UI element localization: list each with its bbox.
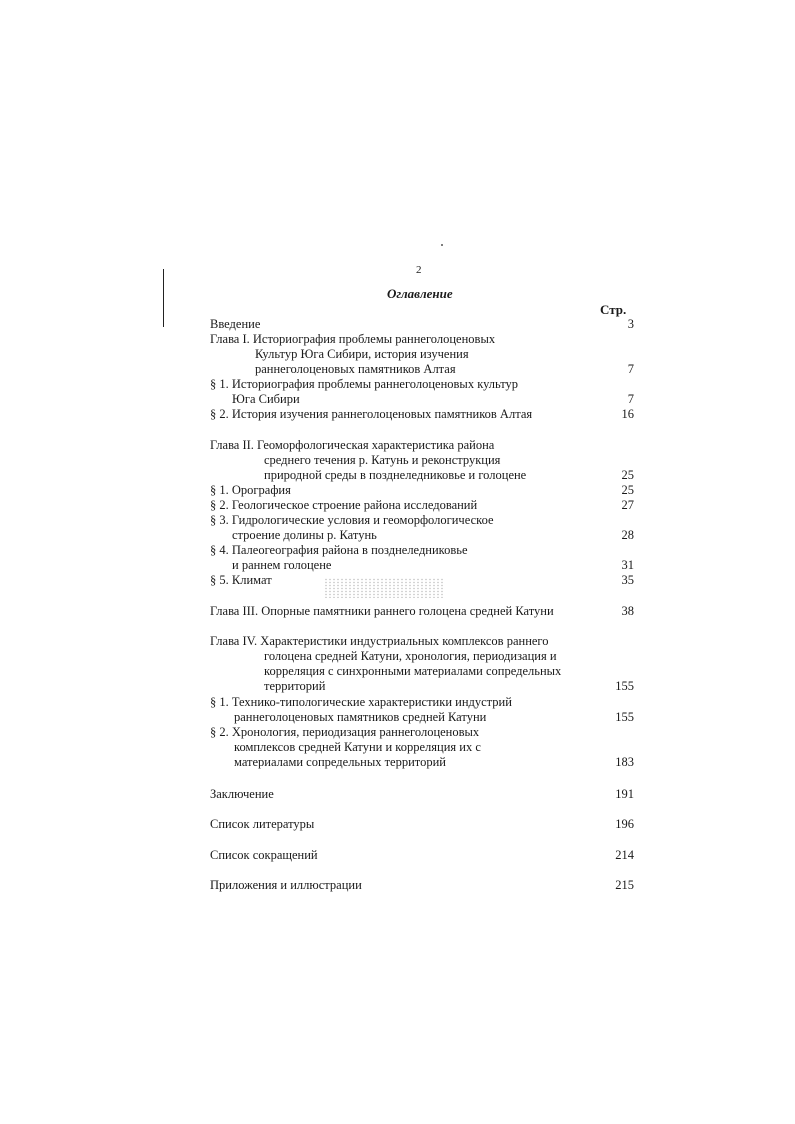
- toc-entry-line: Заключение: [210, 787, 274, 801]
- toc-entry-line: раннеголоценовых памятников Алтая: [255, 362, 456, 376]
- toc-entry-page: 183: [615, 755, 634, 769]
- scan-noise: [324, 578, 444, 598]
- toc-entry-line: раннеголоценовых памятников средней Катуни: [234, 710, 487, 724]
- toc-entry-page: 215: [615, 878, 634, 892]
- toc-entry-page: 155: [615, 679, 634, 693]
- toc-entry-line: территорий: [264, 679, 326, 693]
- toc-entry-line: § 3. Гидрологические условия и геоморфологическое: [210, 513, 494, 527]
- toc-entry-line: голоцена средней Катуни, хронология, периодизация и: [264, 649, 557, 663]
- toc-entry-line: Введение: [210, 317, 261, 331]
- toc-entry-line: Юга Сибири: [232, 392, 300, 406]
- toc-entry-page: 191: [615, 787, 634, 801]
- toc-entry-page: 3: [627, 317, 634, 331]
- toc-entry-line: Список литературы: [210, 817, 315, 831]
- scan-margin-line: [163, 269, 164, 327]
- toc-entry-line: Глава III. Опорные памятники раннего голоцена средней Катуни: [210, 604, 554, 618]
- toc-entry-line: среднего течения р. Катунь и реконструкция: [264, 453, 501, 467]
- toc-entry-page: 16: [621, 407, 634, 421]
- toc-entry-line: § 1. Технико-типологические характеристики индустрий: [210, 695, 512, 709]
- toc-entry-page: 214: [615, 848, 634, 862]
- toc-title: Оглавление: [387, 286, 453, 301]
- toc-entry-line: § 1. Орография: [210, 483, 291, 497]
- toc-entry-line: строение долины р. Катунь: [232, 528, 377, 542]
- toc-entry-line: Культур Юга Сибири, история изучения: [255, 347, 469, 361]
- toc-entry-line: корреляция с синхронными материалами сопредельных: [264, 664, 562, 678]
- toc-entry-line: Глава I. Историография проблемы раннеголоценовых: [210, 332, 496, 346]
- toc-entry-line: § 1. Историография проблемы раннеголоценовых культур: [210, 377, 519, 391]
- toc-entry-page: 28: [621, 528, 634, 542]
- toc-entry-line: комплексов средней Катуни и корреляция их с: [234, 740, 481, 754]
- toc-entry-page: 38: [621, 604, 634, 618]
- toc-entry-page: 35: [621, 573, 634, 587]
- toc-entry-line: материалами сопредельных территорий: [234, 755, 446, 769]
- toc-entry-page: 31: [621, 558, 634, 572]
- toc-entry-page: 27: [621, 498, 634, 512]
- toc-entry-line: природной среды в позднеледниковье и голоцене: [264, 468, 527, 482]
- toc-entry-line: § 2. Хронология, периодизация раннеголоценовых: [210, 725, 480, 739]
- toc-entry-line: Глава II. Геоморфологическая характеристика района: [210, 438, 495, 452]
- toc-entry-line: § 5. Климат: [210, 573, 272, 587]
- toc-entry-line: Список сокращений: [210, 848, 318, 862]
- page-column-header: Стр.: [600, 302, 627, 317]
- toc-entry-page: 25: [621, 468, 634, 482]
- toc-entry-line: § 2. Геологическое строение района исследований: [210, 498, 478, 512]
- toc-entry-line: Приложения и иллюстрации: [210, 878, 362, 892]
- toc-entry-page: 155: [615, 710, 634, 724]
- scan-speck: [441, 244, 443, 246]
- toc-entry-page: 7: [627, 392, 634, 406]
- page-number: 2: [416, 264, 422, 276]
- toc-entry-page: 25: [621, 483, 634, 497]
- toc-entry-line: и раннем голоцене: [232, 558, 332, 572]
- toc-entry-page: 7: [627, 362, 634, 376]
- toc-entry-line: Глава IV. Характеристики индустриальных комплексов раннего: [210, 634, 549, 648]
- toc-entry-line: § 2. История изучения раннеголоценовых памятников Алтая: [210, 407, 533, 421]
- toc-entry-line: § 4. Палеогеография района в позднеледниковье: [210, 543, 468, 557]
- toc-entry-page: 196: [615, 817, 634, 831]
